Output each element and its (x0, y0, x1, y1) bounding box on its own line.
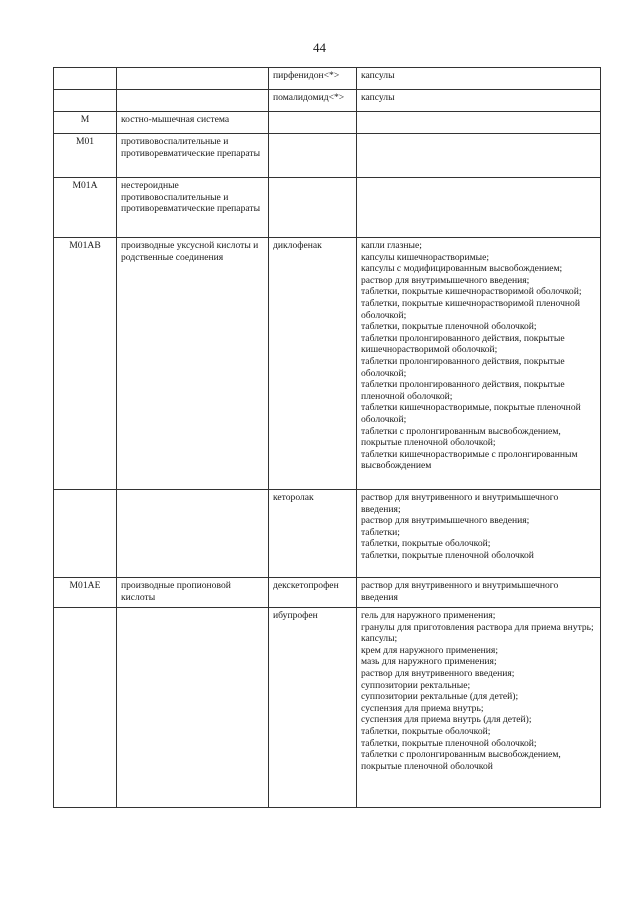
atc-code-cell: M01AE (54, 578, 117, 608)
atc-code-cell: M01A (54, 178, 117, 238)
substance-cell (269, 134, 357, 178)
dosage-form-item: гранулы для приготовления раствора для приема внутрь; (361, 621, 594, 633)
atc-code-cell (54, 608, 117, 808)
substance-cell: помалидомид<*> (269, 90, 357, 112)
dosage-form-item: капсулы кишечнорастворимые; (361, 251, 490, 263)
dosage-form-item: таблетки, покрытые кишечнорастворимой оболочкой; (361, 286, 582, 298)
dosage-form-item: капсулы с модифицированным высвобождением; (361, 263, 563, 275)
dosage-form-item: таблетки; (361, 526, 400, 538)
dosage-form-item: раствор для внутримышечного введения; (361, 515, 530, 527)
atc-code-cell (54, 68, 117, 90)
pharmacological-group-cell (117, 68, 269, 90)
dosage-form-item: раствор для внутривенного и внутримышечного введения; (361, 492, 559, 515)
dosage-form-item: крем для наружного применения; (361, 644, 498, 656)
table-row (54, 178, 601, 238)
table-row (54, 490, 601, 578)
dosage-form-item: таблетки, покрытые пленочной оболочкой (361, 549, 534, 561)
atc-code-cell (54, 490, 117, 578)
dosage-forms-cell (357, 112, 601, 134)
substance-cell: ибупрофен (269, 608, 357, 808)
pharmacological-group-cell (117, 490, 269, 578)
table-body (54, 68, 601, 808)
dosage-form-item: таблетки, покрытые пленочной оболочкой; (361, 737, 537, 749)
table-row (54, 134, 601, 178)
dosage-form-item: таблетки, покрытые кишечнорастворимой пленочной оболочкой; (361, 297, 580, 321)
dosage-form-item: таблетки, покрытые оболочкой; (361, 538, 491, 550)
substance-cell: декскетопрофен (269, 578, 357, 608)
dosage-forms-cell (357, 90, 601, 112)
dosage-form-item: таблетки пролонгированного действия, покрытые оболочкой; (361, 355, 565, 379)
dosage-form-item: раствор для внутривенного введения; (361, 667, 515, 679)
pharmacological-group-cell: костно-мышечная система (117, 112, 269, 134)
page-number: 44 (313, 40, 326, 55)
dosage-form-item: таблетки пролонгированного действия, покрытые кишечнорастворимой оболочкой; (361, 332, 565, 356)
pharmacological-group-cell (117, 608, 269, 808)
pharmacological-group-cell: противовоспалительные и противоревматические препараты (117, 134, 269, 178)
dosage-form-item: суспензия для приема внутрь; (361, 702, 484, 714)
dosage-forms-cell (357, 578, 601, 608)
table-row (54, 90, 601, 112)
dosage-form-item: капсулы (361, 70, 395, 81)
table-row (54, 68, 601, 90)
dosage-form-item: таблетки кишечнорастворимые, покрытые пленочной оболочкой; (361, 402, 581, 425)
dosage-forms-cell (357, 68, 601, 90)
dosage-form-item: таблетки пролонгированного действия, покрытые пленочной оболочкой; (361, 379, 565, 402)
dosage-form-item: гель для наружного применения; (361, 610, 496, 621)
drug-table (53, 67, 601, 808)
dosage-forms-cell (357, 134, 601, 178)
dosage-forms-cell (357, 608, 601, 808)
dosage-form-item: раствор для внутримышечного введения; (361, 274, 530, 286)
pharmacological-group-cell: нестероидные противовоспалительные и противоревматические препараты (117, 178, 269, 238)
dosage-form-item: таблетки кишечнорастворимые с пролонгированным высвобождением (361, 448, 578, 472)
substance-cell (269, 178, 357, 238)
pharmacological-group-cell (117, 90, 269, 112)
dosage-form-item: таблетки, покрытые пленочной оболочкой; (361, 321, 537, 333)
dosage-form-item: таблетки с пролонгированным высвобождением, покрытые пленочной оболочкой (361, 749, 561, 772)
substance-cell: диклофенак (269, 238, 357, 490)
atc-code-cell: M01 (54, 134, 117, 178)
dosage-form-item: суппозитории ректальные (для детей); (361, 691, 519, 703)
dosage-form-item: раствор для внутривенного и внутримышечного введения (361, 580, 559, 603)
pharmacological-group-cell: производные уксусной кислоты и родственные соединения (117, 238, 269, 490)
dosage-form-item: капли глазные; (361, 240, 422, 251)
substance-cell: пирфенидон<*> (269, 68, 357, 90)
atc-code-cell (54, 90, 117, 112)
substance-cell (269, 112, 357, 134)
atc-code-cell: M (54, 112, 117, 134)
dosage-form-item: капсулы; (361, 633, 398, 645)
table-row (54, 238, 601, 490)
dosage-forms-cell (357, 238, 601, 490)
dosage-form-item: суппозитории ректальные; (361, 679, 471, 691)
dosage-forms-cell (357, 490, 601, 578)
substance-cell: кеторолак (269, 490, 357, 578)
dosage-form-item: мазь для наружного применения; (361, 656, 497, 668)
table-row (54, 578, 601, 608)
pharmacological-group-cell: производные пропионовой кислоты (117, 578, 269, 608)
dosage-form-item: капсулы (361, 92, 395, 103)
dosage-forms-cell (357, 178, 601, 238)
table-row (54, 112, 601, 134)
dosage-form-item: суспензия для приема внутрь (для детей); (361, 714, 532, 726)
atc-code-cell: M01AB (54, 238, 117, 490)
dosage-form-item: таблетки, покрытые оболочкой; (361, 725, 491, 737)
table-row (54, 608, 601, 808)
dosage-form-item: таблетки с пролонгированным высвобождением, покрытые пленочной оболочкой; (361, 425, 561, 449)
